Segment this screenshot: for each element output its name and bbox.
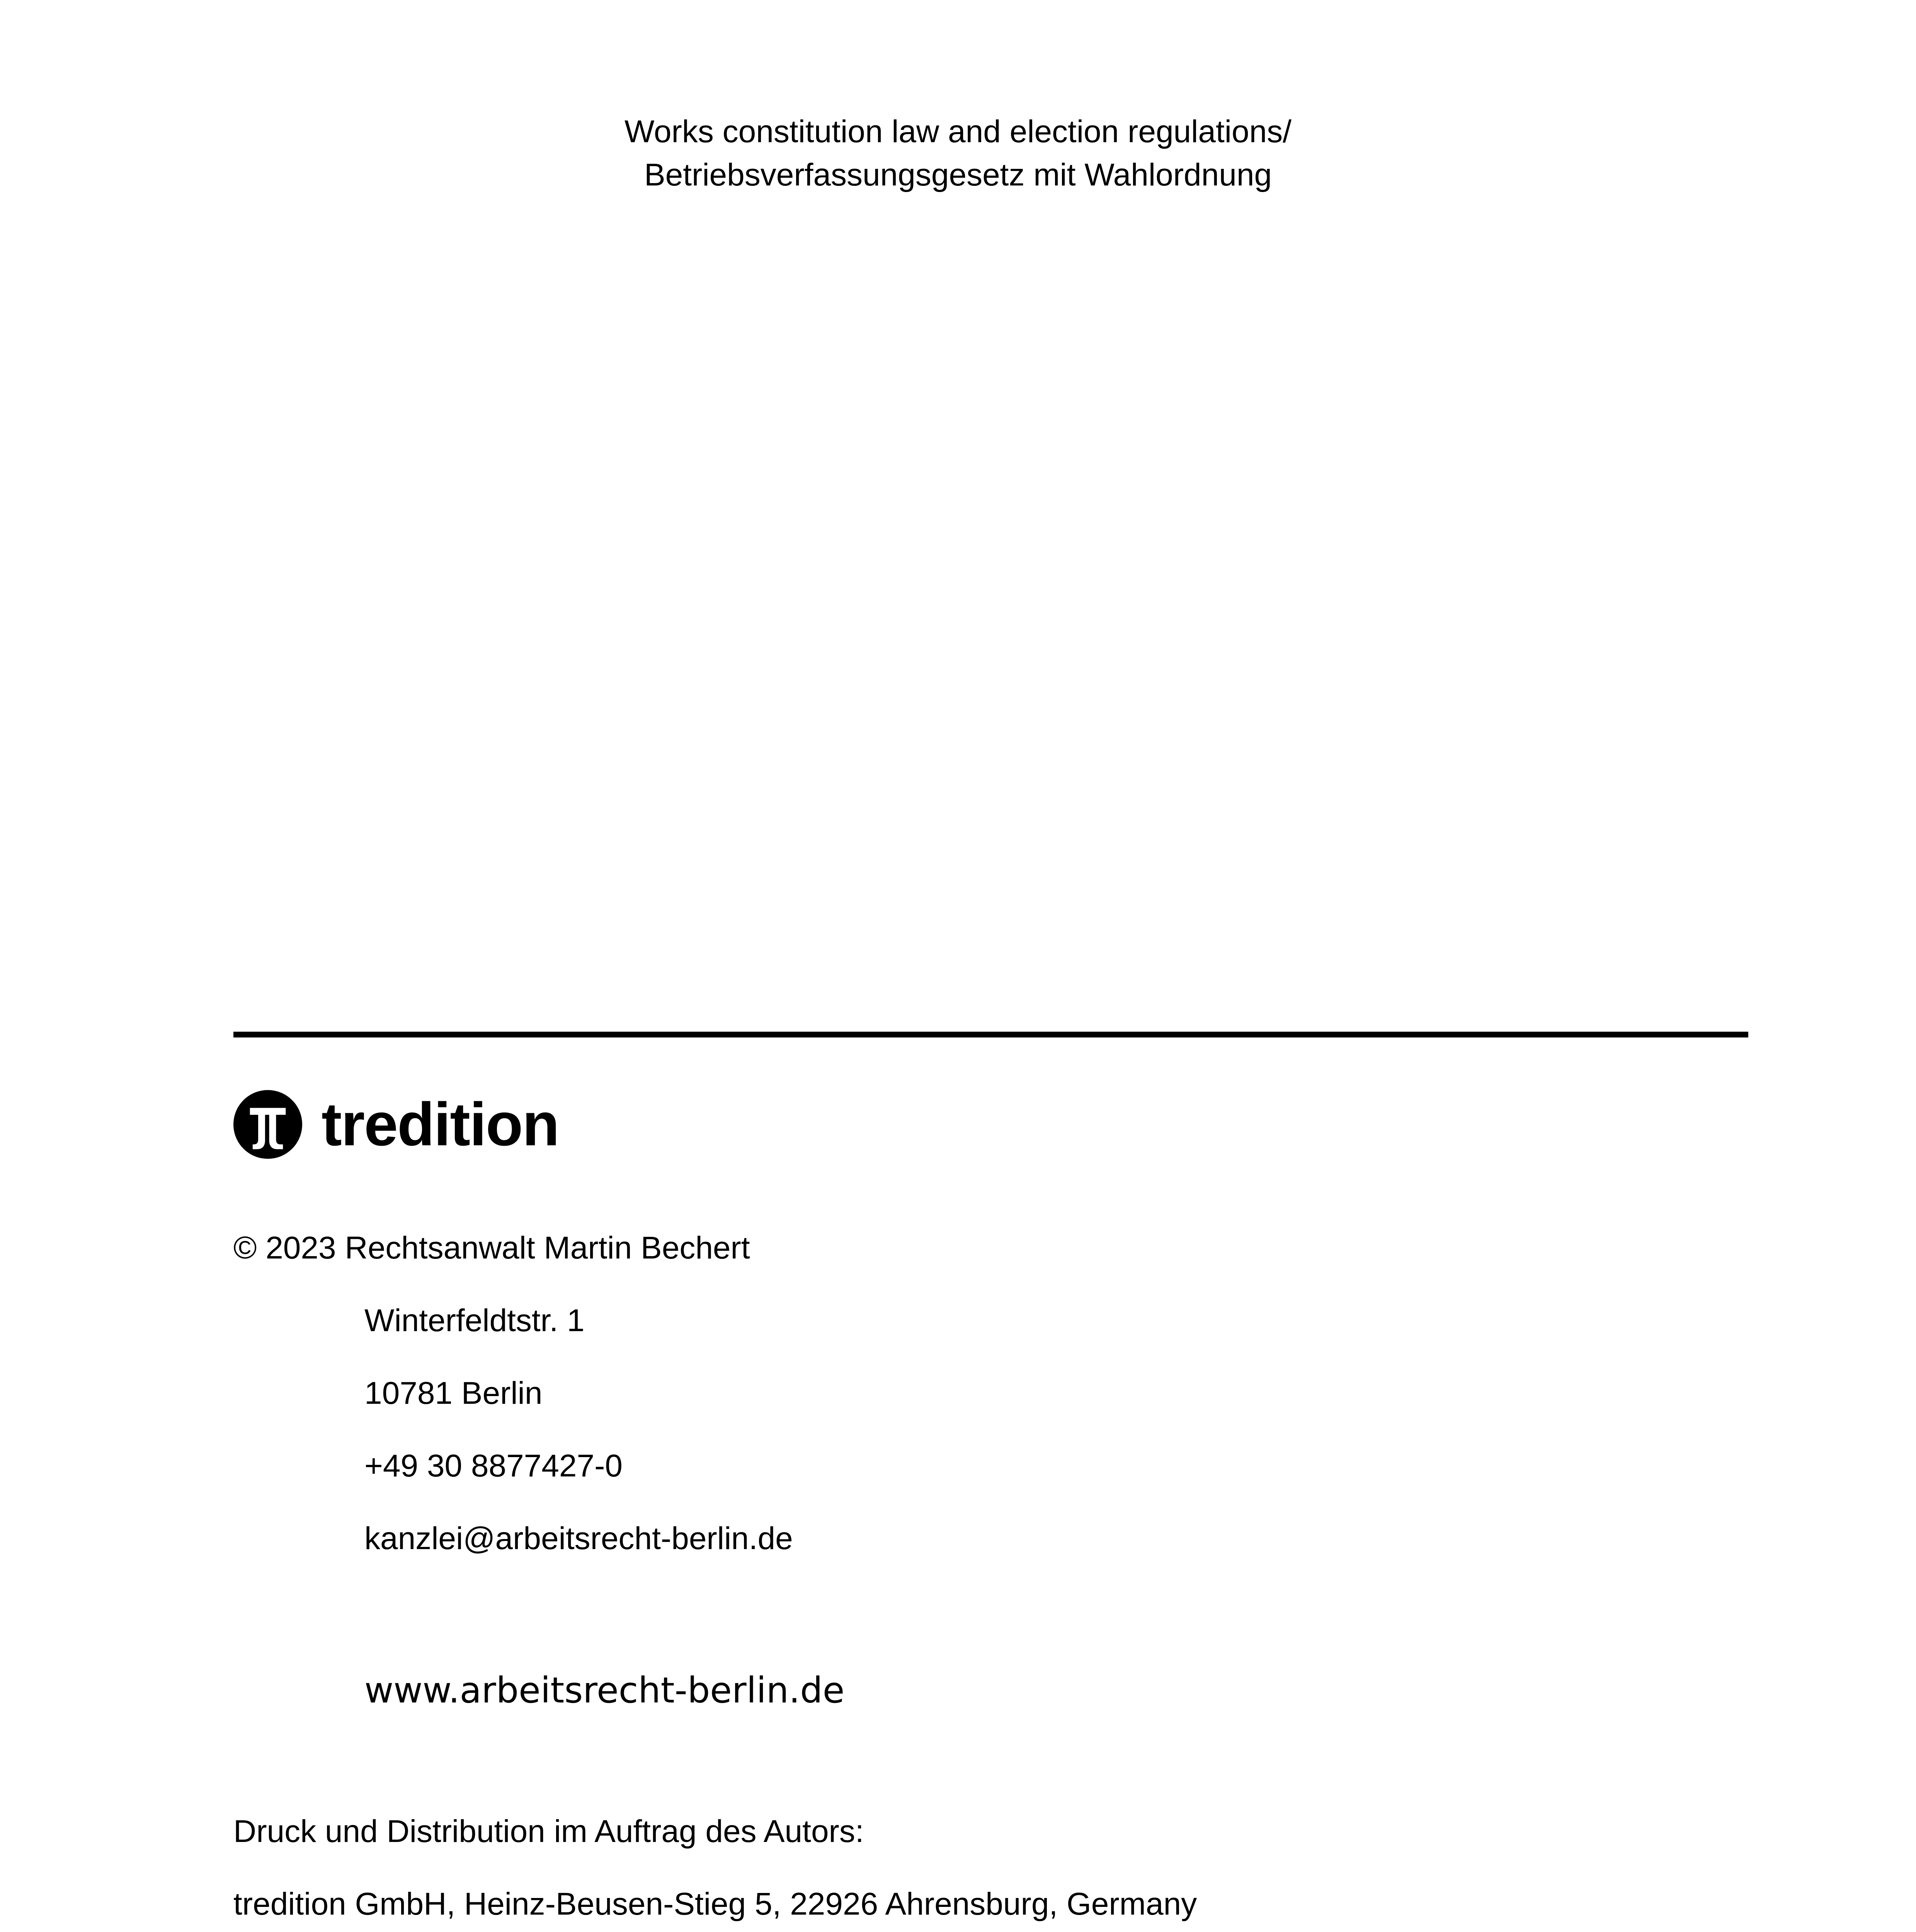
- top-divider: [233, 1032, 1748, 1037]
- publisher-logo-text: tredition: [322, 1090, 559, 1158]
- website-link[interactable]: www.arbeitsrecht-berlin.de: [364, 1670, 845, 1711]
- header-title-line-1: Works constitution law and election regulations/: [624, 114, 1292, 149]
- header-title-line-2: Betriebsverfassungsgesetz mit Wahlordnung: [644, 157, 1272, 192]
- copyright-line: © 2023 Rechtsanwalt Martin Bechert: [233, 1230, 750, 1265]
- email-address[interactable]: kanzlei@arbeitsrecht-berlin.de: [364, 1521, 793, 1556]
- phone-number: +49 30 8877427-0: [364, 1448, 623, 1483]
- publisher-logo: [233, 1090, 559, 1159]
- distribution-label: Druck und Distribution im Auftrag des Autors:: [233, 1814, 864, 1849]
- address-city: 10781 Berlin: [364, 1376, 543, 1411]
- distribution-address: tredition GmbH, Heinz-Beusen-Stieg 5, 22926 Ahrensburg, Germany: [233, 1886, 1197, 1922]
- address-street: Winterfeldtstr. 1: [364, 1303, 585, 1338]
- tredition-logo-icon: [233, 1090, 302, 1159]
- page-header: [0, 110, 1916, 197]
